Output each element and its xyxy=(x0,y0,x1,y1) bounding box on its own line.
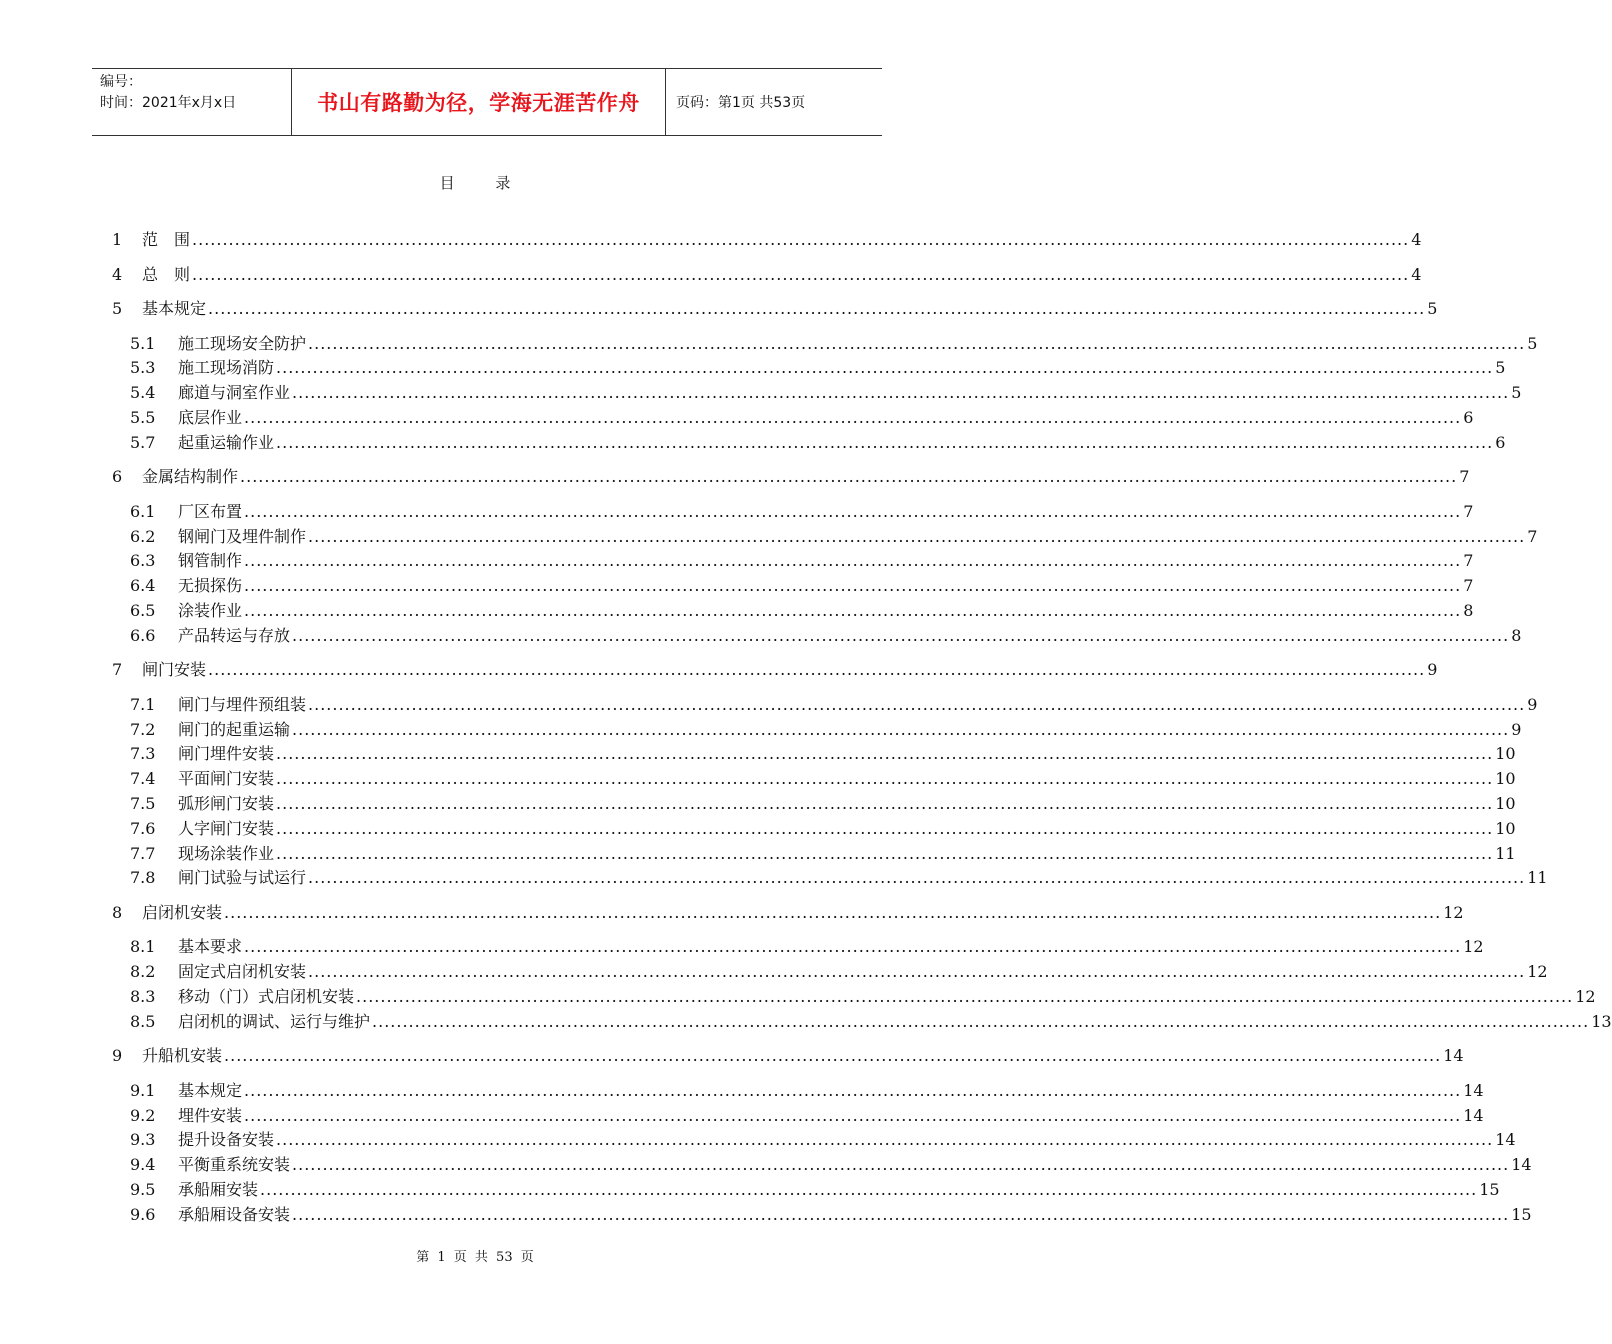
toc-entry[interactable] xyxy=(130,500,1474,524)
toc-entry-page: 13 xyxy=(1591,1011,1612,1031)
toc-entry-page: 12 xyxy=(1443,902,1464,922)
toc-entry-label: 无损探伤 xyxy=(178,576,243,596)
toc-entry-label: 底层作业 xyxy=(178,407,243,427)
toc-entry[interactable] xyxy=(130,693,1538,717)
toc-entry[interactable] xyxy=(130,1079,1484,1103)
toc-entry[interactable] xyxy=(130,1203,1532,1227)
toc-entry[interactable] xyxy=(112,263,1422,287)
toc-entry-label: 弧形闸门安装 xyxy=(178,793,275,813)
toc-entry-label: 产品转运与存放 xyxy=(178,625,291,645)
time-label: 时间：2021年x月x日 xyxy=(100,95,237,111)
toc-entry-number: 8.1 xyxy=(130,937,156,957)
toc-leader-dots: ........................................................................................................................................................................................................ xyxy=(292,719,1510,739)
toc-entry-number: 6.1 xyxy=(130,501,156,521)
toc-entry-page: 7 xyxy=(1463,501,1474,521)
toc-entry-number: 7 xyxy=(112,660,123,680)
toc-entry[interactable] xyxy=(130,549,1474,573)
toc-entry-label: 基本要求 xyxy=(178,937,243,957)
toc-entry-page: 5 xyxy=(1427,299,1438,318)
toc-entry[interactable] xyxy=(112,901,1464,925)
toc-entry[interactable] xyxy=(130,525,1538,549)
toc-entry[interactable] xyxy=(130,381,1522,405)
toc-entry[interactable] xyxy=(130,767,1516,791)
toc-entry-label: 提升设备安装 xyxy=(178,1130,275,1150)
toc-leader-dots: ........................................................................................................................................................................................................ xyxy=(244,600,1462,620)
toc-leader-dots: ........................................................................................................................................................................................................ xyxy=(260,1179,1478,1199)
toc-entry-number: 8.2 xyxy=(130,962,156,982)
toc-entry-number: 9.5 xyxy=(130,1179,156,1199)
toc-entry-number: 8.3 xyxy=(130,986,156,1006)
toc-leader-dots: ........................................................................................................................................................................................................ xyxy=(276,1130,1494,1150)
toc-entry-number: 9.6 xyxy=(130,1204,156,1224)
toc-entry-label: 固定式启闭机安装 xyxy=(178,962,307,982)
toc-entry[interactable] xyxy=(130,1153,1532,1177)
toc-entry-number: 9 xyxy=(112,1046,123,1066)
toc-entry-label: 涂装作业 xyxy=(178,600,243,620)
toc-entry-number: 6.4 xyxy=(130,576,156,596)
toc-leader-dots: ........................................................................................................................................................................................................ xyxy=(292,625,1510,645)
toc-leader-dots: ........................................................................................................................................................................................................ xyxy=(192,230,1410,249)
toc-entry-label: 总 则 xyxy=(142,264,191,284)
toc-entry-number: 7.8 xyxy=(130,868,156,888)
toc-entry-label: 平面闸门安装 xyxy=(178,769,275,789)
toc-entry-number: 8 xyxy=(112,902,123,922)
toc-leader-dots: ........................................................................................................................................................................................................ xyxy=(224,902,1442,922)
toc-entry[interactable] xyxy=(130,792,1516,816)
toc-entry-page: 7 xyxy=(1463,551,1474,571)
toc-leader-dots: ........................................................................................................................................................................................................ xyxy=(244,937,1462,957)
toc-entry-number: 9.4 xyxy=(130,1155,156,1175)
page-header xyxy=(92,68,882,136)
toc-leader-dots: ........................................................................................................................................................................................................ xyxy=(192,264,1410,284)
toc-entry-label: 厂区布置 xyxy=(178,501,243,521)
toc-entry[interactable] xyxy=(112,297,1438,321)
toc-entry[interactable] xyxy=(130,1104,1484,1128)
toc-entry-page: 5 xyxy=(1527,333,1538,353)
toc-entry-number: 7.3 xyxy=(130,744,156,764)
toc-entry-page: 6 xyxy=(1495,432,1506,452)
toc-leader-dots: ........................................................................................................................................................................................................ xyxy=(308,868,1526,888)
toc-entry[interactable] xyxy=(130,718,1522,742)
toc-leader-dots: ........................................................................................................................................................................................................ xyxy=(276,358,1494,378)
toc-entry-label: 起重运输作业 xyxy=(178,432,275,452)
header-motto-cell xyxy=(292,69,666,135)
toc-leader-dots: ........................................................................................................................................................................................................ xyxy=(276,843,1494,863)
toc-leader-dots: ........................................................................................................................................................................................................ xyxy=(224,1046,1442,1066)
toc-entry-page: 9 xyxy=(1511,719,1522,739)
toc-entry-page: 9 xyxy=(1427,660,1438,680)
toc-leader-dots: ........................................................................................................................................................................................................ xyxy=(276,793,1494,813)
header-page-info xyxy=(666,69,882,135)
toc-entry[interactable] xyxy=(112,1044,1464,1068)
toc-entry-number: 5.7 xyxy=(130,432,156,452)
toc-entry-page: 10 xyxy=(1495,793,1516,813)
toc-entry-label: 钢闸门及埋件制作 xyxy=(178,526,307,546)
toc-entry-label: 闸门埋件安装 xyxy=(178,744,275,764)
toc-leader-dots: ........................................................................................................................................................................................................ xyxy=(244,407,1462,427)
toc-entry-page: 14 xyxy=(1511,1155,1532,1175)
toc-entry-number: 7.6 xyxy=(130,818,156,838)
toc-entry-page: 7 xyxy=(1463,576,1474,596)
toc-leader-dots: ........................................................................................................................................................................................................ xyxy=(308,333,1526,353)
toc-entry-page: 15 xyxy=(1479,1179,1500,1199)
toc-entry[interactable] xyxy=(130,817,1516,841)
toc-entry-label: 闸门与埋件预组装 xyxy=(178,694,307,714)
toc-entry-label: 闸门的起重运输 xyxy=(178,719,291,739)
toc-entry[interactable] xyxy=(130,985,1596,1009)
toc-entry-page: 8 xyxy=(1511,625,1522,645)
toc-entry[interactable] xyxy=(130,960,1548,984)
toc-entry-page: 12 xyxy=(1463,937,1484,957)
toc-entry-label: 钢管制作 xyxy=(178,551,243,571)
toc-entry-label: 金属结构制作 xyxy=(142,467,239,487)
toc-entry-page: 11 xyxy=(1495,843,1516,863)
toc-entry-page: 10 xyxy=(1495,818,1516,838)
toc-entry-number: 7.7 xyxy=(130,843,156,863)
toc-leader-dots: ........................................................................................................................................................................................................ xyxy=(308,694,1526,714)
toc-leader-dots: ........................................................................................................................................................................................................ xyxy=(244,1105,1462,1125)
toc-entry-number: 1 xyxy=(112,230,123,249)
toc-leader-dots: ........................................................................................................................................................................................................ xyxy=(292,1155,1510,1175)
toc-entry[interactable] xyxy=(130,842,1516,866)
toc-title: 目 录 xyxy=(439,174,529,192)
toc-entry-page: 9 xyxy=(1527,694,1538,714)
toc-entry-page: 10 xyxy=(1495,769,1516,789)
toc-entry[interactable] xyxy=(130,866,1548,890)
toc-leader-dots: ........................................................................................................................................................................................................ xyxy=(240,467,1458,487)
motto: 书山有路勤为径，学海无涯苦作舟 xyxy=(317,91,640,115)
toc-entry-number: 5.4 xyxy=(130,383,156,403)
toc-entry-number: 5 xyxy=(112,299,123,318)
toc-entry-label: 启闭机安装 xyxy=(142,902,223,922)
toc-leader-dots: ........................................................................................................................................................................................................ xyxy=(308,526,1526,546)
toc-entry-label: 廊道与洞室作业 xyxy=(178,383,291,403)
toc-entry-page: 4 xyxy=(1411,230,1422,249)
toc-entry[interactable] xyxy=(130,935,1484,959)
toc-leader-dots: ........................................................................................................................................................................................................ xyxy=(208,660,1426,680)
toc-entry-page: 5 xyxy=(1495,358,1506,378)
toc-entry-page: 14 xyxy=(1495,1130,1516,1150)
toc-entry-number: 6.5 xyxy=(130,600,156,620)
toc-entry-page: 15 xyxy=(1511,1204,1532,1224)
toc-entry[interactable] xyxy=(112,658,1438,682)
toc-entry-label: 施工现场安全防护 xyxy=(178,333,307,353)
toc-entry-label: 施工现场消防 xyxy=(178,358,275,378)
toc-entry-page: 10 xyxy=(1495,744,1516,764)
toc-entry-label: 埋件安装 xyxy=(178,1105,243,1125)
page-info: 页码：第1页 共53页 xyxy=(676,95,806,111)
toc-leader-dots: ........................................................................................................................................................................................................ xyxy=(244,551,1462,571)
toc-entry-number: 9.2 xyxy=(130,1105,156,1125)
toc-entry-number: 9.1 xyxy=(130,1080,156,1100)
toc-entry-number: 7.4 xyxy=(130,769,156,789)
toc-entry[interactable] xyxy=(130,431,1506,455)
toc-entry-number: 5.1 xyxy=(130,333,156,353)
toc-entry-page: 5 xyxy=(1511,383,1522,403)
toc-entry[interactable] xyxy=(130,1128,1516,1152)
toc-entry-page: 14 xyxy=(1463,1080,1484,1100)
toc-entry[interactable] xyxy=(130,574,1474,598)
toc-entry-number: 7.2 xyxy=(130,719,156,739)
toc-leader-dots: ........................................................................................................................................................................................................ xyxy=(308,962,1526,982)
toc-entry-page: 7 xyxy=(1527,526,1538,546)
toc-entry-page: 12 xyxy=(1575,986,1596,1006)
toc-entry[interactable] xyxy=(130,742,1516,766)
toc-entry-label: 移动（门）式启闭机安装 xyxy=(178,986,355,1006)
header-meta xyxy=(92,69,292,135)
page-footer: 第 1 页 共 53 页 xyxy=(416,1250,534,1265)
toc-entry-label: 平衡重系统安装 xyxy=(178,1155,291,1175)
toc-entry-label: 基本规定 xyxy=(178,1080,243,1100)
toc-entry-label: 承船厢安装 xyxy=(178,1179,259,1199)
toc-entry-number: 7.5 xyxy=(130,793,156,813)
toc-entry-label: 闸门安装 xyxy=(142,660,207,680)
toc-entry-label: 启闭机的调试、运行与维护 xyxy=(178,1011,371,1031)
toc-entry[interactable] xyxy=(130,356,1506,380)
toc-entry-label: 闸门试验与试运行 xyxy=(178,868,307,888)
toc-leader-dots: ........................................................................................................................................................................................................ xyxy=(276,818,1494,838)
toc-entry[interactable] xyxy=(130,1010,1612,1034)
toc-entry[interactable] xyxy=(130,624,1522,648)
toc-leader-dots: ........................................................................................................................................................................................................ xyxy=(292,383,1510,403)
toc-entry-page: 4 xyxy=(1411,264,1422,284)
serial-label: 编号： xyxy=(100,74,142,90)
toc-entry-page: 7 xyxy=(1459,467,1470,487)
toc-entry-number: 8.5 xyxy=(130,1011,156,1031)
toc-entry-page: 14 xyxy=(1463,1105,1484,1125)
toc-entry[interactable] xyxy=(112,228,1422,252)
toc-leader-dots: ........................................................................................................................................................................................................ xyxy=(244,1080,1462,1100)
toc-entry[interactable] xyxy=(130,599,1474,623)
toc-entry-number: 6.6 xyxy=(130,625,156,645)
toc-leader-dots: ........................................................................................................................................................................................................ xyxy=(244,576,1462,596)
toc-leader-dots: ........................................................................................................................................................................................................ xyxy=(372,1011,1590,1031)
toc-entry-number: 6.2 xyxy=(130,526,156,546)
toc-entry-label: 现场涂装作业 xyxy=(178,843,275,863)
toc-leader-dots: ........................................................................................................................................................................................................ xyxy=(356,986,1574,1006)
toc-leader-dots: ........................................................................................................................................................................................................ xyxy=(276,769,1494,789)
toc-entry-label: 范 围 xyxy=(142,230,191,249)
toc-entry-number: 5.3 xyxy=(130,358,156,378)
toc-entry-number: 7.1 xyxy=(130,694,156,714)
toc-entry-number: 5.5 xyxy=(130,407,156,427)
toc-entry-number: 9.3 xyxy=(130,1130,156,1150)
toc-entry-page: 12 xyxy=(1527,962,1548,982)
toc-entry-page: 6 xyxy=(1463,407,1474,427)
toc-entry-number: 6.3 xyxy=(130,551,156,571)
toc-leader-dots: ........................................................................................................................................................................................................ xyxy=(276,432,1494,452)
toc-entry-page: 11 xyxy=(1527,868,1548,888)
toc-entry-label: 承船厢设备安装 xyxy=(178,1204,291,1224)
toc-entry-page: 8 xyxy=(1463,600,1474,620)
toc-leader-dots: ........................................................................................................................................................................................................ xyxy=(276,744,1494,764)
toc-entry-label: 人字闸门安装 xyxy=(178,818,275,838)
toc-entry[interactable] xyxy=(130,332,1538,356)
toc-entry-label: 基本规定 xyxy=(142,299,207,318)
toc-entry-number: 6 xyxy=(112,467,123,487)
toc-entry-number: 4 xyxy=(112,264,123,284)
toc-entry[interactable] xyxy=(130,406,1474,430)
toc-entry-label: 升船机安装 xyxy=(142,1046,223,1066)
toc-leader-dots: ........................................................................................................................................................................................................ xyxy=(208,299,1426,318)
toc-entry[interactable] xyxy=(112,465,1470,489)
toc-entry-page: 14 xyxy=(1443,1046,1464,1066)
toc-leader-dots: ........................................................................................................................................................................................................ xyxy=(244,501,1462,521)
toc-leader-dots: ........................................................................................................................................................................................................ xyxy=(292,1204,1510,1224)
toc-entry[interactable] xyxy=(130,1178,1500,1202)
